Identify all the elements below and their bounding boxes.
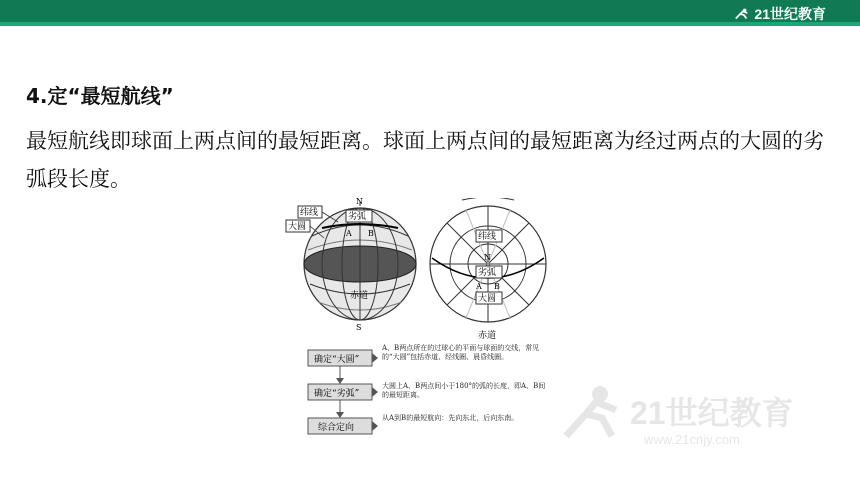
right-b-label: B	[494, 282, 500, 291]
left-latitude-label: 纬线	[300, 208, 319, 218]
watermark-text: 21世纪教育	[630, 395, 794, 431]
section-heading: 4.定“最短航线”	[26, 84, 174, 108]
left-a-label: A	[346, 229, 352, 238]
watermark-logo	[560, 380, 820, 454]
body-paragraph: 最短航线即球面上两点间的最短距离。球面上两点间的最短距离为经过两点的大圆的劣弧段长度。	[26, 129, 824, 191]
left-s-label: S	[356, 323, 362, 332]
right-n-label: N	[484, 253, 491, 262]
runner-logo-icon	[734, 7, 750, 21]
right-globe	[430, 198, 546, 341]
flow-step-3: 综合定向	[318, 423, 355, 433]
flow-note-2: 大圆上A、B两点间小于180°的弧的长度，即A、B间的最短距离。	[382, 382, 546, 399]
header-stripe	[0, 22, 860, 26]
left-globe	[286, 198, 416, 332]
right-equator-label: 赤道	[478, 331, 497, 341]
left-minor-arc-label: 劣弧	[348, 212, 367, 222]
brand-logo	[734, 4, 826, 24]
left-b-label: B	[368, 229, 374, 238]
right-latitude-label: 纬线	[478, 232, 497, 242]
watermark-sub: www.21cnjy.com	[644, 432, 740, 447]
header-bar	[0, 0, 860, 26]
flow-step-1: 确定“大圆”	[314, 355, 360, 365]
flow-note-1: A、B两点所在的过球心的平面与球面的交线，常见的“大圆”包括赤道、经线圈、晨昏线圈。	[382, 344, 540, 361]
flow-note-3: 从A到B的最短航向：先向东北，后向东南。	[382, 414, 519, 422]
right-minor-arc-label: 劣弧	[478, 268, 497, 278]
great-circle-figure	[282, 198, 582, 438]
flow-chart	[308, 344, 552, 436]
watermark-runner-icon	[560, 380, 820, 450]
right-a-label: A	[476, 282, 482, 291]
right-great-circle-label: 大圆	[478, 294, 497, 304]
logo-text: 21世纪教育	[754, 6, 826, 22]
left-great-circle-label: 大圆	[288, 222, 307, 232]
flow-step-2: 确定“劣弧”	[314, 389, 360, 399]
left-n-label: N	[356, 198, 363, 206]
left-equator-label: 赤道	[350, 291, 369, 301]
